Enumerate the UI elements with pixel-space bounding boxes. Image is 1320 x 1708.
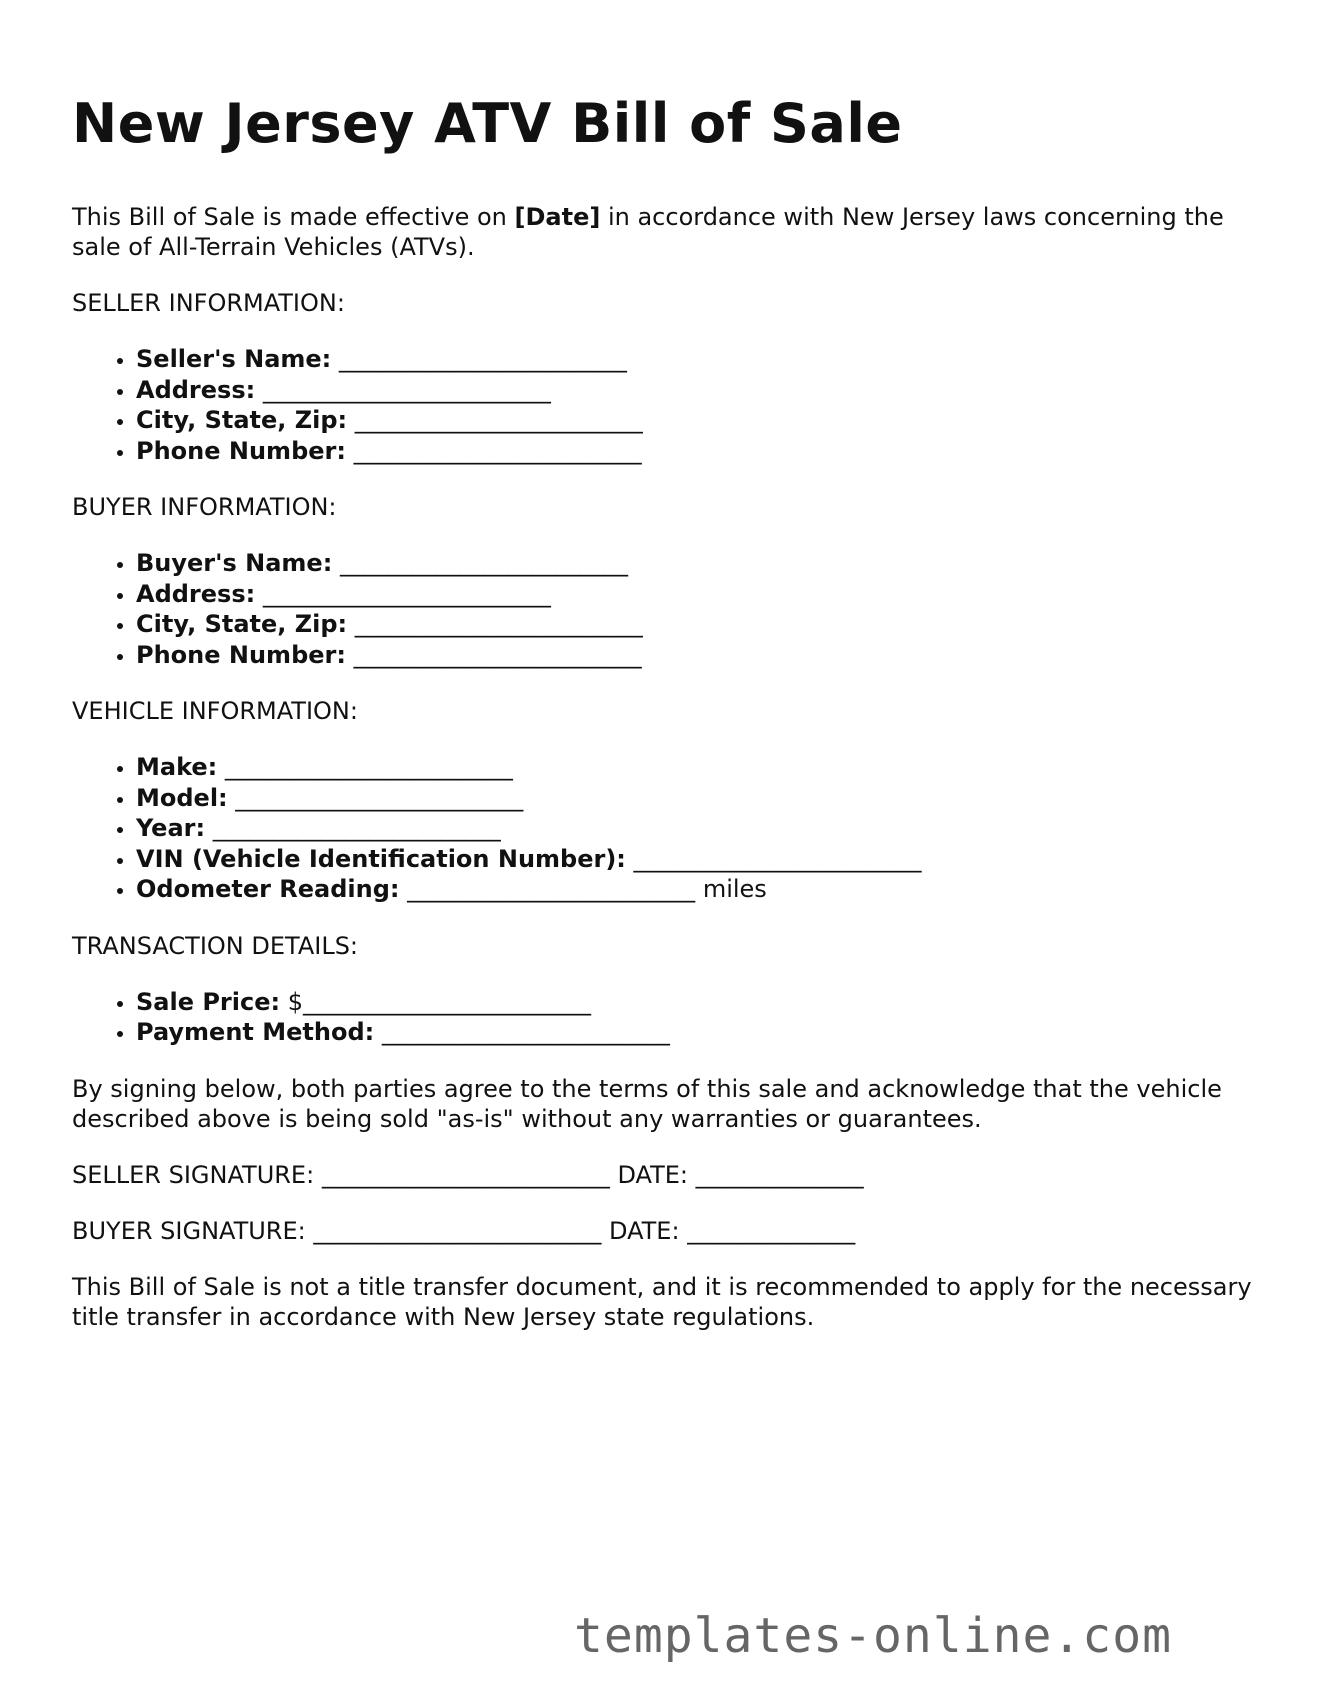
blank-line[interactable]: ________________________ — [407, 875, 696, 903]
blank-line[interactable]: ________________________ — [633, 844, 922, 873]
field-label: VIN (Vehicle Identification Number): — [136, 844, 626, 873]
intro-text-before: This Bill of Sale is made effective on — [72, 203, 515, 231]
signature-blank[interactable]: ________________________ — [321, 1160, 610, 1189]
seller-name-field — [136, 344, 1252, 375]
signature-label: BUYER SIGNATURE: — [72, 1216, 306, 1245]
seller-fields — [72, 344, 1252, 466]
seller-signature-line — [72, 1160, 1252, 1190]
blank-line[interactable]: ________________________ — [235, 783, 524, 812]
date-placeholder: [Date] — [514, 203, 601, 231]
unit-label: miles — [702, 875, 767, 903]
blank-line[interactable]: ________________________ — [262, 579, 551, 608]
date-blank[interactable]: ______________ — [687, 1216, 856, 1245]
field-label: Buyer's Name: — [136, 549, 333, 577]
blank-line[interactable]: ________________________ — [353, 436, 642, 465]
field-label: Sale Price: — [136, 987, 281, 1016]
field-label: Address: — [136, 375, 256, 404]
sale-price-field — [136, 987, 1252, 1018]
field-label: City, State, Zip: — [136, 406, 348, 434]
blank-line[interactable]: ________________________ — [339, 549, 628, 577]
buyer-city-state-zip-field — [136, 609, 1252, 640]
blank-line[interactable]: ________________________ — [354, 610, 643, 638]
field-label: Phone Number: — [136, 436, 346, 465]
buyer-name-field — [136, 548, 1252, 579]
buyer-fields — [72, 548, 1252, 670]
blank-line[interactable]: ________________________ — [354, 406, 643, 434]
seller-address-field — [136, 375, 1252, 406]
date-blank[interactable]: ______________ — [695, 1160, 864, 1189]
buyer-signature-line — [72, 1216, 1252, 1246]
buyer-phone-field — [136, 640, 1252, 671]
blank-line[interactable]: ________________________ — [353, 640, 642, 669]
intro-text-after: in accordance with New Jersey laws concerning the sale of All-Terrain Vehicles (ATVs). — [72, 203, 1224, 261]
vehicle-odometer-field — [136, 874, 1252, 905]
disclaimer-paragraph: This Bill of Sale is not a title transfer document, and it is recommended to apply for the necessary title transfer in accordance with New Jersey state regulations. — [72, 1272, 1252, 1331]
vehicle-vin-field — [136, 844, 1252, 875]
document — [72, 88, 1252, 1332]
vehicle-year-field — [136, 813, 1252, 844]
blank-line[interactable]: ________________________ — [381, 1018, 670, 1046]
signature-blank[interactable]: ________________________ — [313, 1216, 602, 1245]
vehicle-fields — [72, 752, 1252, 905]
watermark: templates-online.com — [574, 1608, 1172, 1664]
field-label: Model: — [136, 783, 228, 812]
blank-line[interactable]: ________________________ — [212, 814, 501, 842]
signature-label: SELLER SIGNATURE: — [72, 1160, 315, 1189]
seller-heading: SELLER INFORMATION: — [72, 289, 345, 317]
seller-phone-field — [136, 436, 1252, 467]
payment-method-field — [136, 1017, 1252, 1048]
blank-line[interactable]: ________________________ — [338, 345, 627, 373]
agreement-paragraph: By signing below, both parties agree to the terms of this sale and acknowledge that the vehicle described above is being sold "as-is" without any warranties or guarantees. — [72, 1074, 1222, 1133]
document-title: New Jersey ATV Bill of Sale — [72, 92, 903, 155]
blank-line[interactable]: ________________________ — [224, 753, 513, 781]
date-label: DATE: — [617, 1160, 688, 1189]
field-label: Address: — [136, 579, 256, 608]
blank-line[interactable]: ________________________ — [262, 375, 551, 404]
vehicle-make-field — [136, 752, 1252, 783]
buyer-heading: BUYER INFORMATION: — [72, 493, 337, 521]
field-label: Odometer Reading: — [136, 875, 400, 903]
buyer-address-field — [136, 579, 1252, 610]
seller-city-state-zip-field — [136, 405, 1252, 436]
field-label: Make: — [136, 753, 218, 781]
date-label: DATE: — [609, 1216, 680, 1245]
field-label: Year: — [136, 814, 206, 842]
field-label: Seller's Name: — [136, 345, 332, 373]
vehicle-model-field — [136, 783, 1252, 814]
intro-paragraph — [72, 202, 1252, 262]
transaction-heading: TRANSACTION DETAILS: — [72, 931, 359, 960]
field-label: City, State, Zip: — [136, 610, 348, 638]
transaction-fields — [72, 987, 1252, 1048]
blank-line[interactable]: $________________________ — [287, 987, 592, 1016]
vehicle-heading: VEHICLE INFORMATION: — [72, 697, 358, 725]
field-label: Phone Number: — [136, 640, 346, 669]
field-label: Payment Method: — [136, 1018, 375, 1046]
